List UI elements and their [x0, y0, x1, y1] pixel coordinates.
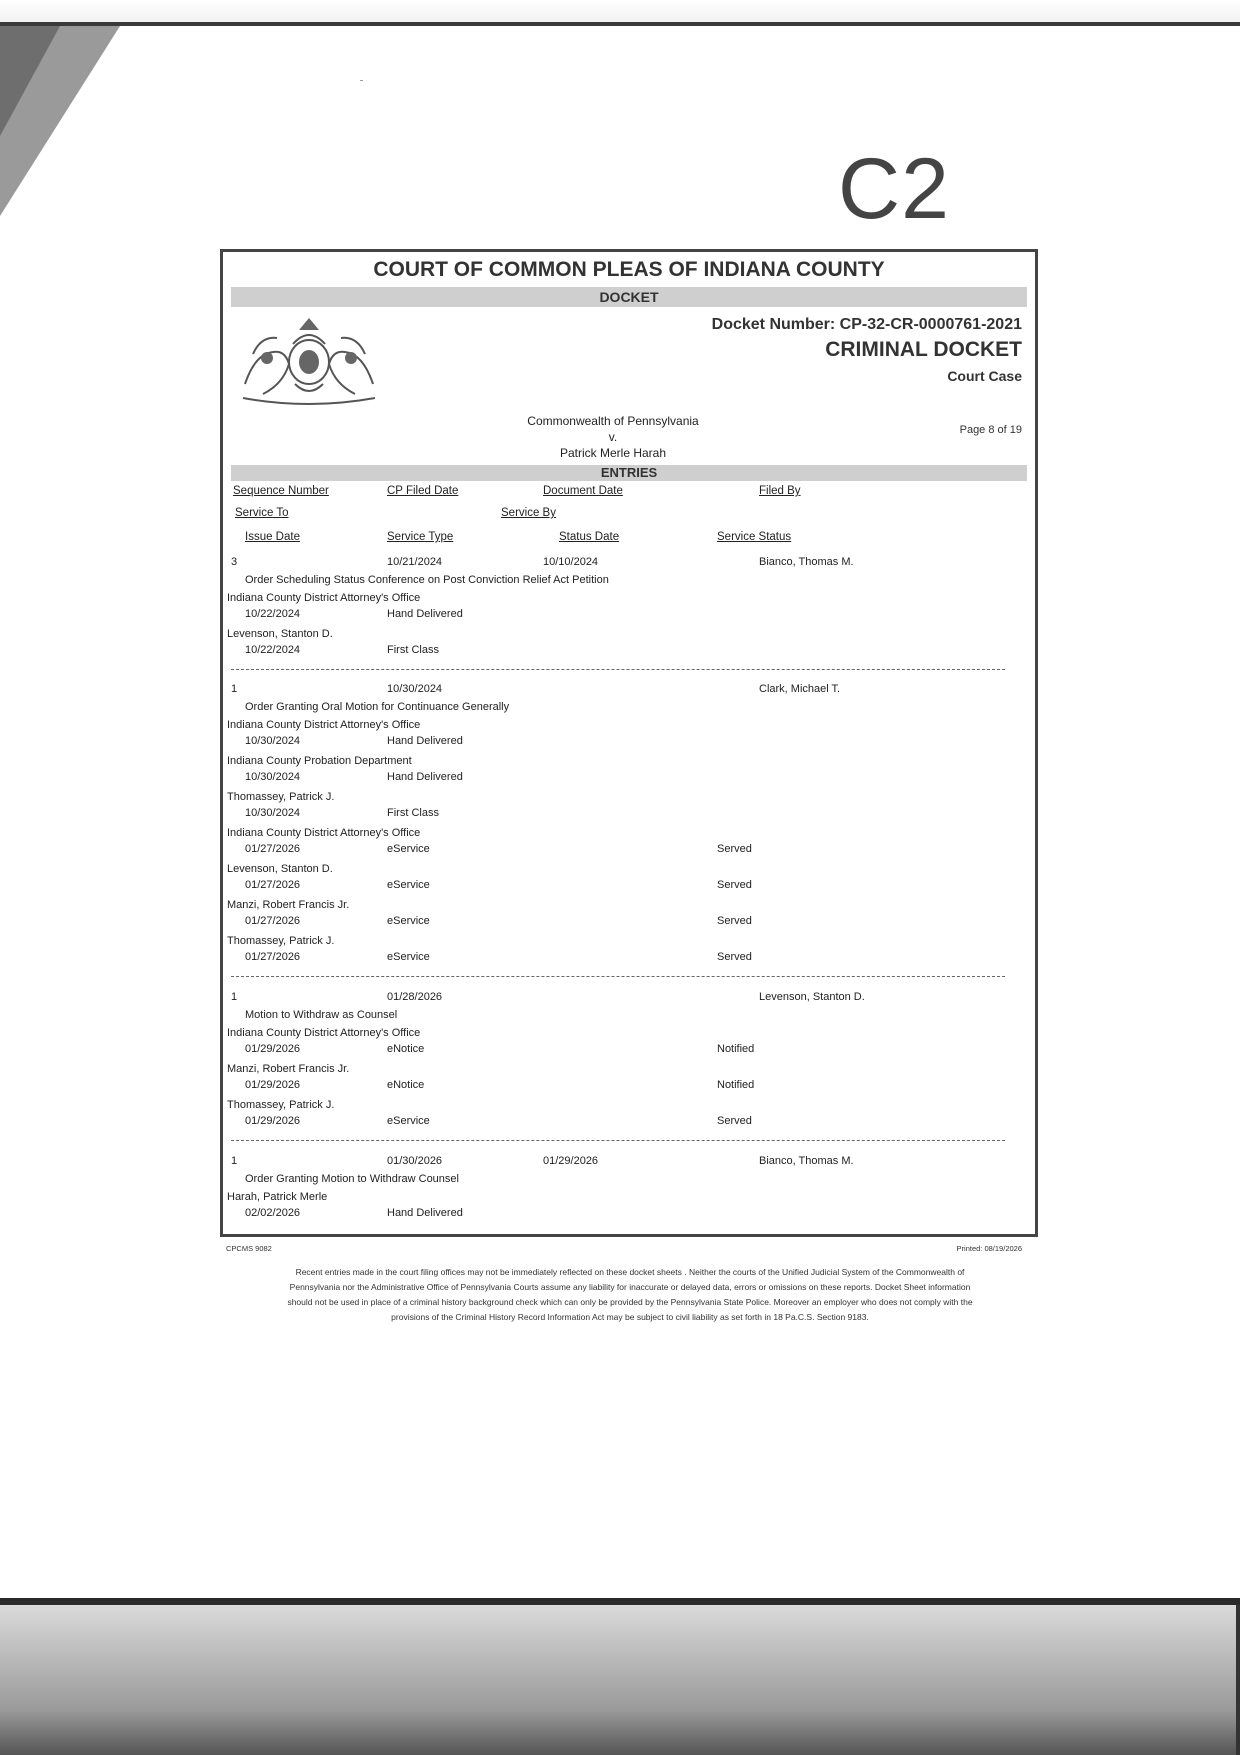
service-type: First Class: [387, 807, 439, 819]
col-service-by: Service By: [501, 507, 556, 519]
service-type: eNotice: [387, 1043, 425, 1055]
entry-filed-by: Bianco, Thomas M.: [759, 1155, 854, 1167]
entry-separator: [231, 976, 1005, 977]
col-sequence-number: Sequence Number: [233, 485, 329, 497]
docket-sheet: [220, 249, 1038, 1237]
service-issue-date: 01/27/2026: [245, 915, 301, 927]
service-issue-date: 10/22/2024: [245, 608, 301, 620]
service-type: First Class: [387, 644, 439, 656]
service-type: eNotice: [387, 1079, 425, 1091]
service-to: Indiana County District Attorney's Office: [227, 827, 421, 839]
service-type: eService: [387, 1115, 430, 1127]
service-to: Thomassey, Patrick J.: [227, 791, 335, 803]
entry-separator: [231, 1140, 1005, 1141]
col-issue-date: Issue Date: [245, 531, 300, 543]
service-type: eService: [387, 879, 430, 891]
entry-cp-filed-date: 10/30/2024: [387, 683, 443, 695]
entry-cp-filed-date: 01/30/2026: [387, 1155, 443, 1167]
court-title: COURT OF COMMON PLEAS OF INDIANA COUNTY: [373, 258, 885, 281]
service-issue-date: 01/27/2026: [245, 879, 301, 891]
service-issue-date: 10/30/2024: [245, 735, 301, 747]
service-status: Served: [717, 915, 752, 927]
entry-document-date: 01/29/2026: [543, 1155, 599, 1167]
entry-filed-by: Bianco, Thomas M.: [759, 556, 854, 568]
docket-number: Docket Number: CP-32-CR-0000761-2021: [711, 316, 1022, 333]
col-service-status: Service Status: [717, 531, 792, 543]
service-type: Hand Delivered: [387, 735, 463, 747]
service-status: Served: [717, 1115, 752, 1127]
form-id: CPCMS 9082: [226, 1244, 272, 1253]
entry-cp-filed-date: 10/21/2024: [387, 556, 443, 568]
entry-sequence: 1: [231, 1155, 238, 1167]
col-service-type: Service Type: [387, 531, 454, 543]
service-issue-date: 01/29/2026: [245, 1079, 301, 1091]
entry-description: Motion to Withdraw as Counsel: [245, 1009, 398, 1021]
col-document-date: Document Date: [543, 485, 623, 497]
service-type: eService: [387, 951, 430, 963]
scan-speck: [360, 80, 363, 81]
court-case-label: Court Case: [947, 368, 1022, 384]
service-to: Indiana County District Attorney's Office: [227, 1027, 421, 1039]
col-filed-by: Filed By: [759, 485, 801, 497]
scan-bottom-edge: [0, 1605, 1240, 1755]
entry-description: Order Scheduling Status Conference on Post Conviction Relief Act Petition: [245, 574, 609, 586]
scan-bottom-border: [0, 1598, 1240, 1605]
service-to: Levenson, Stanton D.: [227, 628, 333, 640]
caption-plaintiff: Commonwealth of Pennsylvania: [527, 414, 699, 428]
page-number: Page 8 of 19: [959, 424, 1022, 436]
scan-fold-corner: [0, 26, 130, 226]
service-to: Indiana County District Attorney's Office: [227, 719, 421, 731]
col-service-to: Service To: [235, 507, 289, 519]
caption-versus: v.: [608, 430, 618, 444]
service-issue-date: 10/30/2024: [245, 807, 301, 819]
printed-date: Printed: 08/19/2026: [956, 1244, 1022, 1253]
entries-band: ENTRIES: [231, 465, 1027, 481]
service-issue-date: 02/02/2026: [245, 1207, 301, 1219]
service-status: Notified: [717, 1043, 755, 1055]
service-type: Hand Delivered: [387, 771, 463, 783]
pennsylvania-seal-icon: [233, 314, 385, 406]
scan-top-border: [0, 22, 1240, 26]
service-type: Hand Delivered: [387, 608, 463, 620]
scan-right-edge: [1236, 1605, 1240, 1755]
entry-filed-by: Levenson, Stanton D.: [759, 991, 865, 1003]
entry-sequence: 3: [231, 556, 238, 568]
service-type: eService: [387, 843, 430, 855]
entry-cp-filed-date: 01/28/2026: [387, 991, 443, 1003]
service-issue-date: 01/29/2026: [245, 1115, 301, 1127]
service-status: Notified: [717, 1079, 755, 1091]
service-to: Harah, Patrick Merle: [227, 1191, 328, 1203]
service-to: Thomassey, Patrick J.: [227, 1099, 335, 1111]
page-label: C2: [838, 141, 950, 237]
docket-type: CRIMINAL DOCKET: [825, 338, 1022, 361]
col-status-date: Status Date: [559, 531, 620, 543]
service-to: Indiana County Probation Department: [227, 755, 412, 767]
service-issue-date: 01/27/2026: [245, 951, 301, 963]
entry-description: Order Granting Motion to Withdraw Counsel: [245, 1173, 459, 1185]
entry-filed-by: Clark, Michael T.: [759, 683, 841, 695]
scan-top-edge: [0, 0, 1240, 22]
disclaimer: Recent entries made in the court filing offices may not be immediately reflected on these docket sheets . Neither the courts of the Unified Judicial System of the Commonwealth of Pennsylvania nor the Administrative Office of Pennsylvania Courts assume any liability for inaccurate or delayed data, errors or omissions on these reports. Docket Sheet information should not be used in place of a criminal history background check which can only be provided by the Pennsylvania State Police. Moreover an employer who does not comply with the provisions of the Criminal History Record Information Act may be subject to civil liability as set forth in 18 Pa.C.S. Section 9183.: [287, 1267, 973, 1322]
service-status: Served: [717, 879, 752, 891]
service-to: Manzi, Robert Francis Jr.: [227, 1063, 350, 1075]
service-status: Served: [717, 843, 752, 855]
service-to: Thomassey, Patrick J.: [227, 935, 335, 947]
entry-sequence: 1: [231, 991, 238, 1003]
entry-separator: [231, 669, 1005, 670]
entry-sequence: 1: [231, 683, 238, 695]
service-type: eService: [387, 915, 430, 927]
service-issue-date: 01/27/2026: [245, 843, 301, 855]
service-to: Indiana County District Attorney's Office: [227, 592, 421, 604]
docket-band: DOCKET: [231, 287, 1027, 307]
entry-document-date: 10/10/2024: [543, 556, 599, 568]
service-issue-date: 10/22/2024: [245, 644, 301, 656]
service-to: Levenson, Stanton D.: [227, 863, 333, 875]
service-issue-date: 01/29/2026: [245, 1043, 301, 1055]
service-status: Served: [717, 951, 752, 963]
service-type: Hand Delivered: [387, 1207, 463, 1219]
caption-defendant: Patrick Merle Harah: [559, 446, 667, 460]
service-to: Manzi, Robert Francis Jr.: [227, 899, 350, 911]
service-issue-date: 10/30/2024: [245, 771, 301, 783]
entry-description: Order Granting Oral Motion for Continuance Generally: [245, 701, 510, 713]
col-cp-filed-date: CP Filed Date: [387, 485, 459, 497]
